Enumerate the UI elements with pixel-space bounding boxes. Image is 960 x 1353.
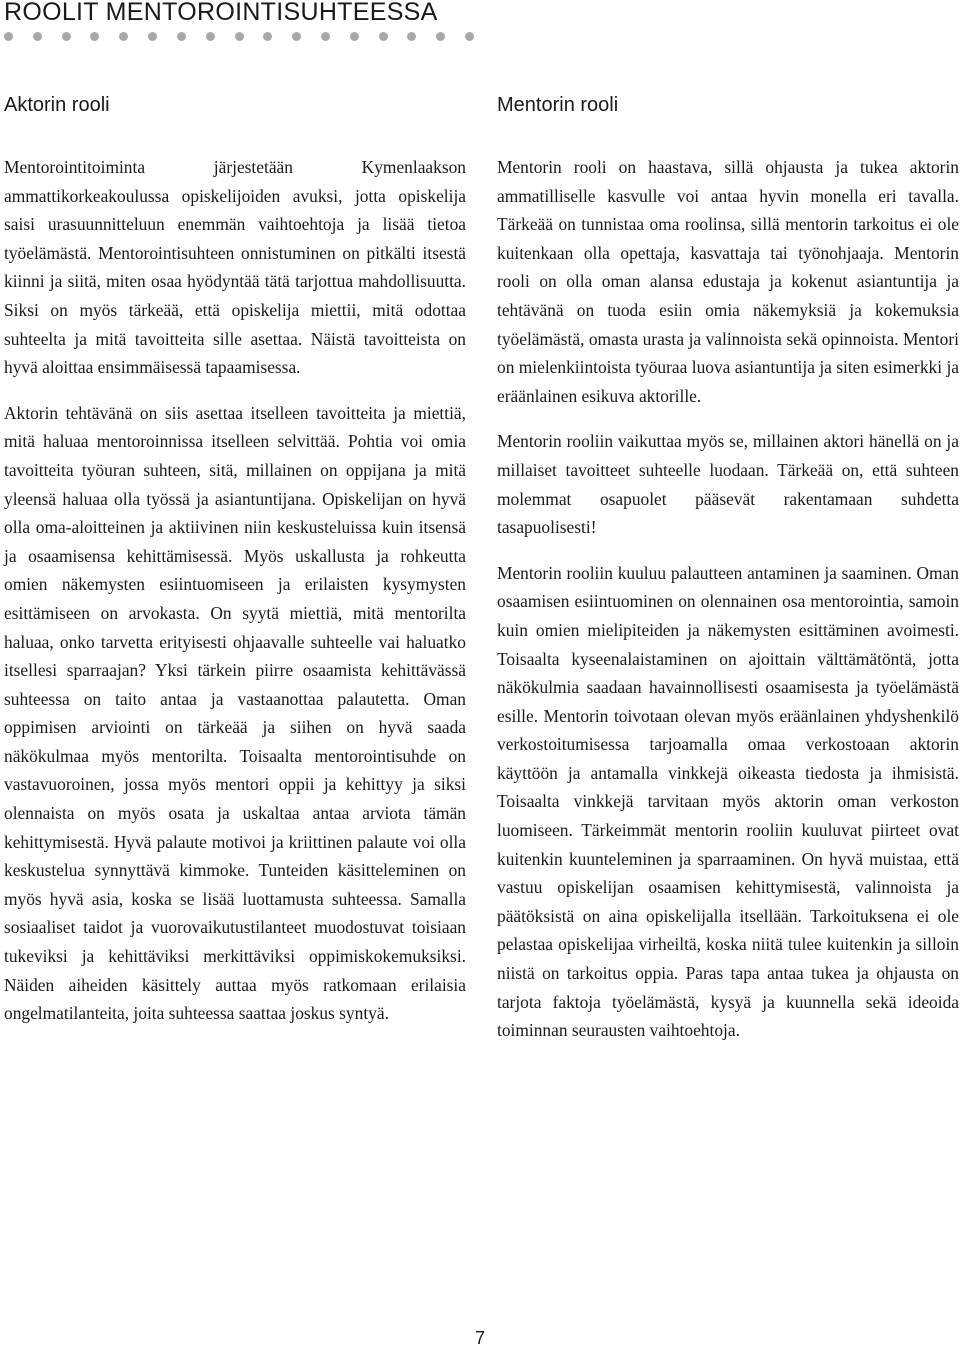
left-paragraph-1: Mentorointitoiminta järjestetään Kymenlaakson ammattikorkeakoulussa opiskelijoiden avuksi, jotta opiskelija saisi urasuunnitteluun enemmän vaihtoehtoja ja lisää tietoa työelämästä. Mentorointisuhteen onnistuminen on pitkälti itsestä kiinni ja siitä, miten osaa hyödyntää tätä tarjottua mahdollisuutta. Siksi on myös tärkeää, että opiskelija miettii, mitä odottaa suhteelta ja mitä tavoitteita sille asettaa. Näistä tavoitteista on hyvä aloittaa ensimmäisessä tapaamisessa. [4,157,466,378]
right-paragraph-2: Mentorin rooliin vaikuttaa myös se, millainen aktori hänellä on ja millaiset tavoitteet suhteelle luodaan. Tärkeää on, että suhteen molemmat osapuolet pääsevät rakentamaan suhdetta tasapuolisesti! [497,431,959,538]
divider-dot [177,32,186,41]
divider-dot [33,32,42,41]
left-column [4,92,466,1028]
divider-dot [206,32,215,41]
divider-dot [4,32,13,41]
divider-dot [321,32,330,41]
divider-dot [235,32,244,41]
divider-dot [90,32,99,41]
divider-dot [292,32,301,41]
right-paragraph-3: Mentorin rooliin kuuluu palautteen antaminen ja saaminen. Oman osaamisen esiintuominen on olennainen osa mentorointia, samoin kuin omien mielipiteiden ja näkemysten esittäminen avoimesti. Toisaalta kyseenalaistaminen on ajoittain välttämätöntä, jotta näkökulmia saadaan havainnollisesti osaamisesta ja työelämästä esille. Mentorin toivotaan olevan myös eräänlainen yhdyshenkilö verkostoitumisessa tarjoamalla omaa verkostoaan aktorin käyttöön ja antamalla vinkkejä oikeasta tiedosta ja ihmisistä. Toisaalta vinkkejä tarvitaan myös aktorin oman verkoston luomiseen. Tärkeimmät mentorin rooliin kuuluvat piirteet ovat kuitenkin kuunteleminen ja sparraaminen. On hyvä muistaa, että vastuu opiskelijan osaamisen kehittymisestä, valinnoista ja päätöksistä on aina opiskelijalla itsellään. Tarkoituksena ei ole pelastaa opiskelijaa virheiltä, koska niitä tulee kuitenkin ja silloin niistä on tarkoitus oppia. Paras tapa antaa tukea ja ohjausta on tarjota faktoja työelämästä, kysyä ja kuunnella sekä ideoida toiminnan seurausten vaihtoehtoja. [497,562,959,1041]
page-number: 7 [474,1328,485,1348]
right-column [497,92,959,1045]
divider-dot [350,32,359,41]
divider-dot [148,32,157,41]
divider-dot [62,32,71,41]
divider-dot [119,32,128,41]
mentorin-rooli-heading: Mentorin rooli [497,94,619,116]
dot-divider [4,31,474,41]
right-paragraph-1: Mentorin rooli on haastava, sillä ohjausta ja tukea aktorin ammatilliselle kasvulle voi antaa hyvin monella eri tavalla. Tärkeää on tunnistaa oma roolinsa, sillä mentorin tarkoitus ei ole kuitenkaan olla opettaja, kasvattaja tai työnohjaaja. Mentorin rooli on olla oman alansa edustaja ja kokenut asiantuntija ja tehtävänä on tuoda esiin omia näkemyksiä ja kokemuksia työelämästä, omasta urasta ja valinnoista sekä opinnoista. Mentori on mielenkiintoista työuraa luova asiantuntija ja siten esimerkki ja eräänlainen esikuva aktorille. [497,157,959,406]
divider-dot [436,32,445,41]
divider-dot [407,32,416,41]
left-paragraph-2: Aktorin tehtävänä on siis asettaa itselleen tavoitteita ja miettiä, mitä haluaa mentoroinnissa itselleen selvittää. Pohtia voi omia tavoitteita työuran suhteen, sitä, millainen on oppijana ja mitä yleensä haluaa olla työssä ja asiantuntijana. Opiskelijan on hyvä olla oma-aloitteinen ja aktiivinen niin keskusteluissa kuin itsensä ja osaamisensa kehittämisessä. Myös uskallusta ja rohkeutta omien näkemysten esiintuomiseen ja erilaisten kysymysten esittämiseen on arvokasta. On syytä miettiä, mitä mentorilta haluaa, onko tarvetta erityisesti ohjaavalle suhteelle vai haluatko itsellesi sparraajan? Yksi tärkein piirre osaamista kehittävässä suhteessa on taito antaa ja vastaanottaa palautetta. Oman oppimisen arviointi on tärkeää ja siihen on hyvä saada näkökulmaa myös mentorilta. Toisaalta mentorointisuhde on vastavuoroinen, jossa myös mentori oppii ja kehittyy ja siksi olennaista on myös osata ja uskaltaa antaa arviota tämän kehittymisestä. Hyvä palaute motivoi ja kriittinen palaute voi olla keskustelua synnyttävä kimmoke. Tunteiden käsitteleminen on myös hyvä asia, koska se lisää luottamusta suhteessa. Samalla sosiaaliset taidot ja vuorovaikutustilanteet muodostuvat toisiaan tukeviksi ja kehittäviksi merkittäviksi oppimiskokemuksiksi. Näiden aiheiden käsittely auttaa myös ratkomaan erilaisia ongelmatilanteita, joita suhteessa saattaa joskus syntyä. [4,402,466,1024]
page-title: ROOLIT MENTOROINTISUHTEESSA [4,0,438,26]
aktorin-rooli-heading: Aktorin rooli [4,94,110,116]
divider-dot [465,32,474,41]
divider-dot [379,32,388,41]
divider-dot [263,32,272,41]
